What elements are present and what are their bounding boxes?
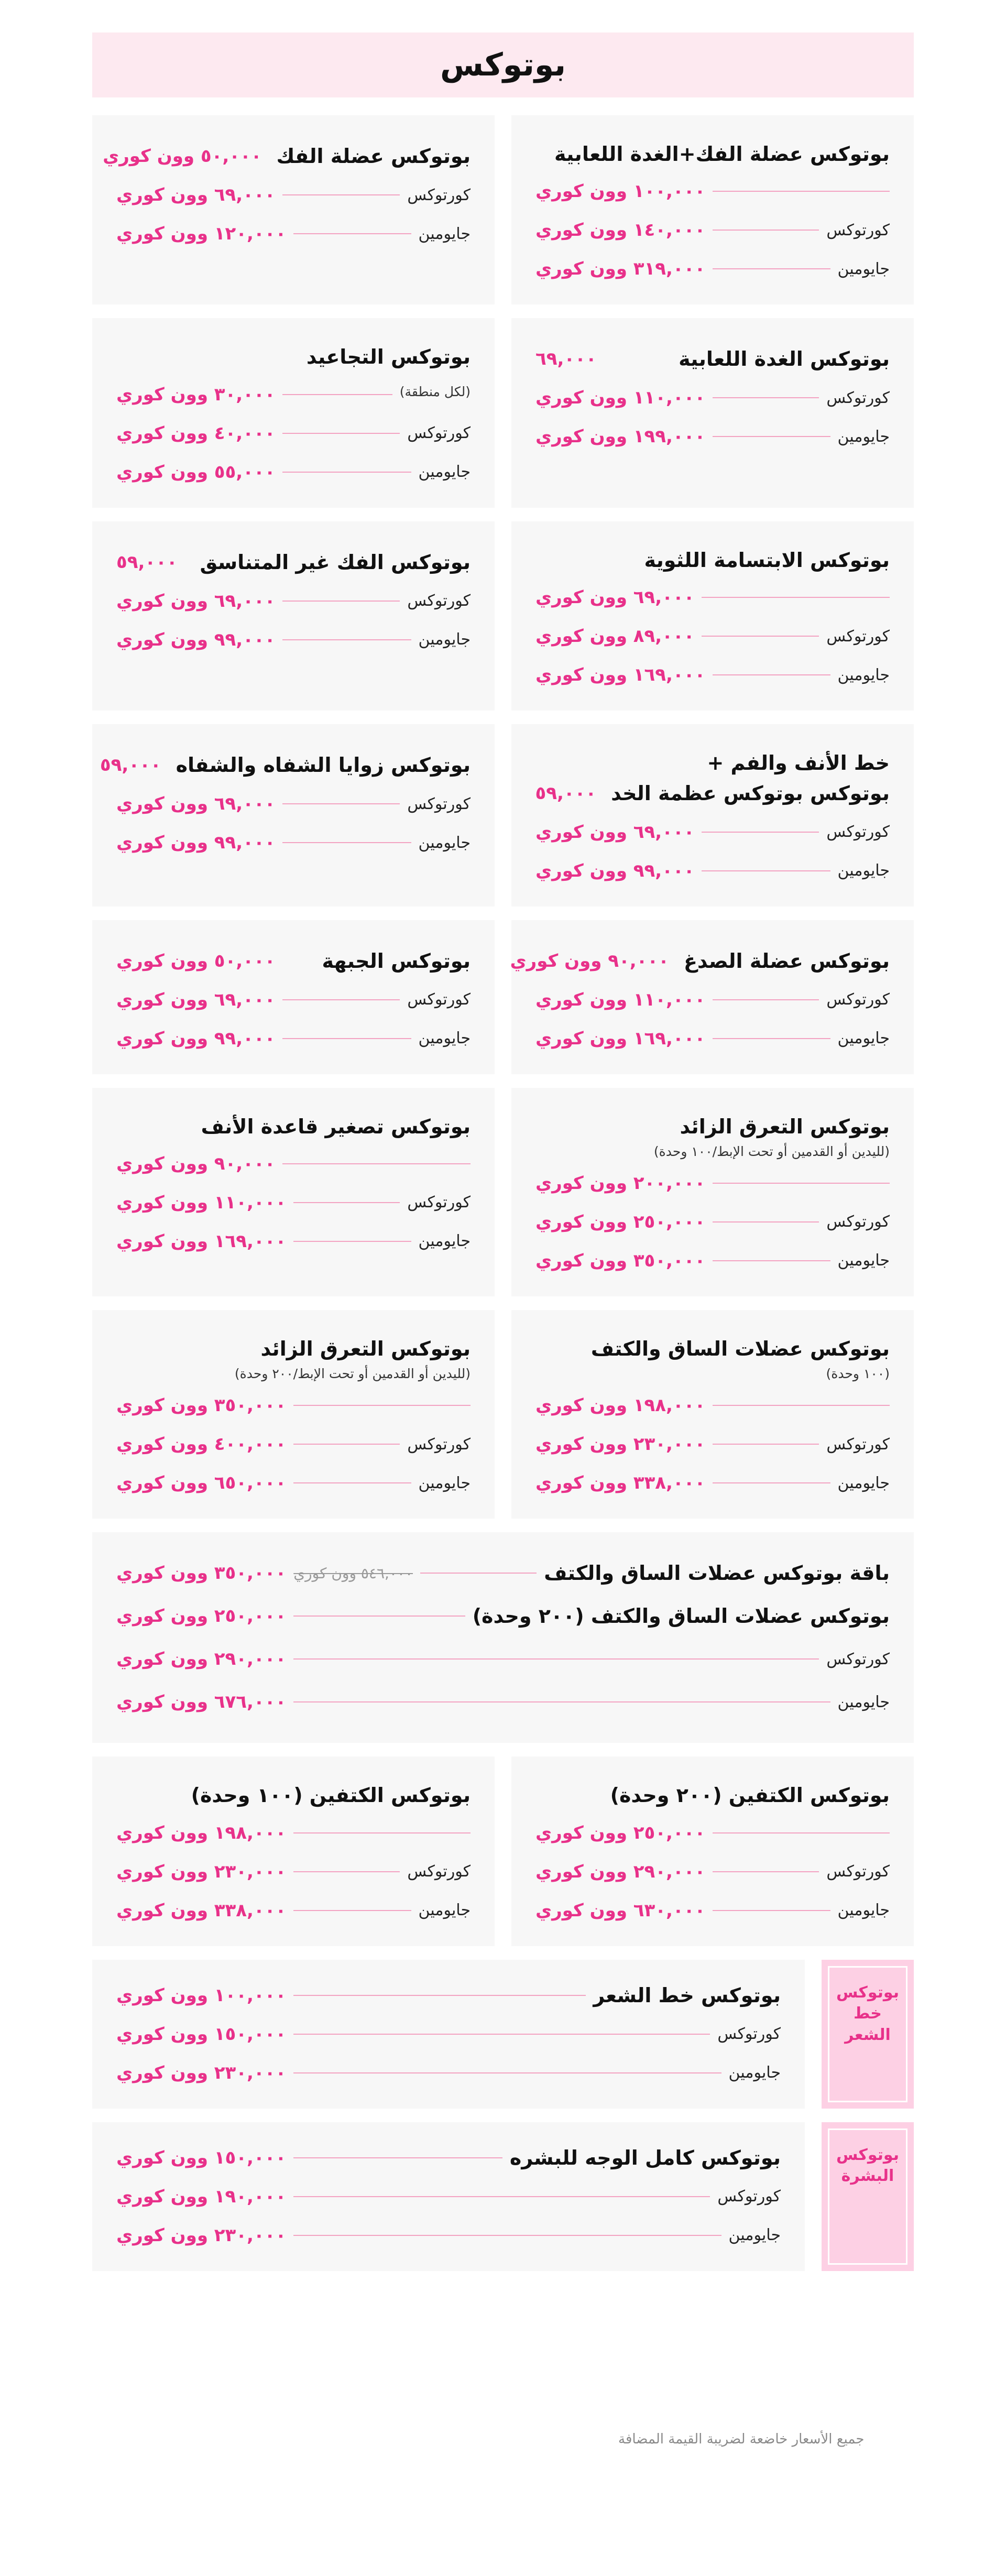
dotted-leader bbox=[713, 436, 830, 437]
koretox-price: ١١٠,٠٠٠ وون كوري bbox=[535, 989, 706, 1010]
main-price: ١٩٨,٠٠٠ وون كوري bbox=[535, 1395, 706, 1416]
jaymin-label: جايومين bbox=[837, 665, 890, 684]
koretox-price: ٦٩,٠٠٠ وون كوري bbox=[116, 793, 276, 815]
koretox-price: ٢٩٠,٠٠٠ وون كوري bbox=[535, 1861, 706, 1882]
hairline-tag bbox=[822, 1960, 914, 2109]
price-card bbox=[92, 1310, 495, 1519]
dotted-leader bbox=[293, 233, 411, 234]
jaymin-price: ٩٩,٠٠٠ وون كوري bbox=[116, 832, 276, 854]
jaymin-price: ٢٣٠,٠٠٠ وون كوري bbox=[116, 2062, 287, 2083]
main-price-line bbox=[535, 583, 890, 612]
card-title: بوتوكس تصغير قاعدة الأنف bbox=[201, 1115, 471, 1138]
price-card bbox=[511, 318, 914, 507]
dotted-leader bbox=[713, 230, 819, 231]
jaymin-line bbox=[535, 254, 890, 283]
main-price-line bbox=[116, 1818, 471, 1848]
jaymin-label: جايومين bbox=[418, 833, 471, 852]
main-price: ٦٩,٠٠٠ bbox=[535, 348, 597, 370]
dotted-leader bbox=[713, 1221, 819, 1222]
title-price-line bbox=[510, 946, 890, 976]
card-title: بوتوكس الفك غير المتناسق bbox=[200, 550, 471, 574]
dotted-leader bbox=[713, 397, 819, 398]
koretox-line bbox=[116, 586, 471, 616]
dotted-leader bbox=[282, 394, 392, 395]
dotted-leader bbox=[293, 1832, 471, 1833]
koretox-label: كورتوكس bbox=[407, 794, 471, 813]
main-price: ٥٩,٠٠٠ bbox=[116, 551, 178, 573]
package-line2 bbox=[116, 1601, 890, 1631]
jaymin-label: جايومين bbox=[418, 1029, 471, 1048]
koretox-label: كورتوكس bbox=[826, 823, 890, 842]
dotted-leader bbox=[282, 601, 400, 602]
main-price: ٢٠٠,٠٠٠ وون كوري bbox=[535, 1172, 706, 1194]
package-line2-price: ٢٥٠,٠٠٠ وون كوري bbox=[116, 1606, 287, 1627]
koretox-price: ٦٩,٠٠٠ وون كوري bbox=[116, 590, 276, 612]
koretox-price: ٨٩,٠٠٠ وون كوري bbox=[535, 626, 695, 647]
card-title: بوتوكس خط الشعر bbox=[593, 1983, 781, 2007]
main-price: ٥٩,٠٠٠ bbox=[100, 755, 161, 776]
koretox-line bbox=[116, 2020, 781, 2049]
dotted-leader bbox=[713, 1482, 830, 1483]
jaymin-price: ٩٩,٠٠٠ وون كوري bbox=[535, 860, 695, 881]
package-line2-title: بوتوكس عضلات الساق والكتف (٢٠٠ وحدة) bbox=[472, 1604, 890, 1628]
koretox-label: كورتوكس bbox=[407, 185, 471, 204]
koretox-line bbox=[116, 1429, 471, 1459]
dotted-leader bbox=[293, 1241, 411, 1242]
main-price: ١٠٠,٠٠٠ وون كوري bbox=[116, 1984, 287, 2006]
jaymin-price: ٣٣٨,٠٠٠ وون كوري bbox=[535, 1472, 706, 1494]
main-price: ٩٠,٠٠٠ وون كوري bbox=[116, 1153, 276, 1174]
dotted-leader bbox=[713, 999, 819, 1000]
dotted-leader bbox=[282, 639, 411, 640]
jaymin-line bbox=[116, 457, 471, 487]
old-price: ٥٤٦,٠٠٠ وون كوري bbox=[293, 1564, 413, 1582]
jaymin-line bbox=[535, 422, 890, 451]
price-card bbox=[92, 318, 495, 507]
dotted-leader bbox=[293, 2072, 721, 2073]
jaymin-price: ١٦٩,٠٠٠ وون كوري bbox=[535, 664, 706, 686]
card-title: بوتوكس عضلة الفك bbox=[276, 145, 471, 168]
price-card bbox=[92, 724, 495, 906]
card-subtitle: (لليدين أو القدمين أو تحت الإبط/١٠٠ وحدة) bbox=[653, 1143, 890, 1159]
title-price-line bbox=[116, 946, 471, 976]
jaymin-price: ١٦٩,٠٠٠ وون كوري bbox=[535, 1028, 706, 1049]
jaymin-line bbox=[535, 1896, 890, 1925]
dotted-leader bbox=[293, 2034, 710, 2035]
card-title-2: بوتوكس بوتوكس عظمة الخد bbox=[611, 781, 890, 805]
dotted-leader bbox=[713, 1444, 819, 1445]
dotted-leader bbox=[293, 1616, 465, 1617]
price-card bbox=[511, 521, 914, 711]
dotted-leader bbox=[282, 1163, 471, 1164]
jaymin-price: ٥٥,٠٠٠ وون كوري bbox=[116, 461, 276, 483]
koretox-line bbox=[116, 789, 471, 818]
package-price: ٣٥٠,٠٠٠ وون كوري bbox=[116, 1563, 287, 1584]
koretox-line bbox=[535, 1429, 890, 1459]
card-grid bbox=[92, 1310, 914, 1519]
price-card bbox=[92, 1088, 495, 1296]
jaymin-price: ٦٣٠,٠٠٠ وون كوري bbox=[535, 1900, 706, 1921]
dotted-leader bbox=[282, 194, 400, 195]
koretox-price: ٦٩,٠٠٠ وون كوري bbox=[116, 184, 276, 205]
koretox-label: كورتوكس bbox=[826, 1650, 890, 1668]
card-title: بوتوكس الغدة اللعابية bbox=[679, 347, 890, 371]
jaymin-line bbox=[116, 1468, 471, 1498]
card-grid bbox=[92, 724, 914, 906]
koretox-price: ٢٣٠,٠٠٠ وون كوري bbox=[535, 1434, 706, 1455]
price-card bbox=[511, 724, 914, 906]
jaymin-label: جايومين bbox=[728, 2064, 781, 2082]
skin-tag bbox=[822, 2122, 914, 2271]
koretox-price: ١٤٠,٠٠٠ وون كوري bbox=[535, 220, 706, 241]
dotted-leader bbox=[293, 1871, 400, 1872]
koretox-line bbox=[535, 383, 890, 412]
koretox-label: كورتوكس bbox=[826, 388, 890, 407]
jaymin-line bbox=[535, 1468, 890, 1498]
skin-card bbox=[92, 2122, 805, 2271]
jaymin-line bbox=[116, 219, 471, 248]
dotted-leader bbox=[713, 268, 830, 269]
jaymin-line bbox=[116, 1896, 471, 1925]
dotted-leader bbox=[293, 1444, 400, 1445]
price-list bbox=[92, 32, 914, 2271]
dotted-leader bbox=[293, 1701, 830, 1702]
main-price: ١٥٠,٠٠٠ وون كوري bbox=[116, 2147, 287, 2168]
package-card bbox=[92, 1532, 914, 1743]
jaymin-line bbox=[535, 1024, 890, 1053]
jaymin-label: جايومين bbox=[837, 1693, 890, 1711]
jaymin-line bbox=[116, 2058, 781, 2088]
card-grid bbox=[92, 1756, 914, 1946]
card-title: بوتوكس التعرق الزائد bbox=[260, 1337, 471, 1360]
koretox-line bbox=[535, 985, 890, 1014]
main-price-line bbox=[116, 1149, 471, 1178]
title-price-line bbox=[116, 548, 471, 577]
card-grid bbox=[92, 115, 914, 304]
koretox-price: ١١٠,٠٠٠ وون كوري bbox=[535, 387, 706, 409]
card-title: بوتوكس عضلة الفك+الغدة اللعابية bbox=[554, 143, 890, 166]
koretox-price: ٤٠,٠٠٠ وون كوري bbox=[116, 422, 276, 444]
jaymin-label: جايومين bbox=[418, 1901, 471, 1920]
koretox-label: كورتوكس bbox=[826, 221, 890, 239]
jaymin-line bbox=[535, 660, 890, 690]
card-title: بوتوكس الابتسامة اللثوية bbox=[644, 548, 890, 572]
koretox-label: كورتوكس bbox=[407, 1435, 471, 1454]
dotted-leader bbox=[293, 1482, 411, 1483]
card-title: بوتوكس كامل الوجه للبشره bbox=[509, 2146, 781, 2169]
jaymin-price: ١٩٩,٠٠٠ وون كوري bbox=[535, 426, 706, 447]
koretox-label: كورتوكس bbox=[407, 990, 471, 1009]
koretox-line bbox=[116, 1644, 890, 1674]
koretox-label: كورتوكس bbox=[407, 592, 471, 610]
skin-tag-label: بوتوكس البشرة bbox=[828, 2129, 907, 2265]
koretox-line bbox=[535, 1857, 890, 1886]
main-price-line bbox=[535, 1391, 890, 1420]
koretox-price: ٦٩,٠٠٠ وون كوري bbox=[116, 989, 276, 1010]
jaymin-price: ٣٥٠,٠٠٠ وون كوري bbox=[535, 1250, 706, 1271]
koretox-price: ٦٩,٠٠٠ وون كوري bbox=[535, 821, 695, 843]
jaymin-line bbox=[535, 1246, 890, 1275]
jaymin-price: ٣٣٨,٠٠٠ وون كوري bbox=[116, 1900, 287, 1921]
main-price-line bbox=[116, 1391, 471, 1420]
main-price: ٥٠,٠٠٠ وون كوري bbox=[103, 146, 262, 167]
main-price-line bbox=[116, 380, 471, 409]
card-grid bbox=[92, 318, 914, 507]
koretox-price: ٢٩٠,٠٠٠ وون كوري bbox=[116, 1649, 287, 1670]
price-card bbox=[511, 1310, 914, 1519]
main-price: ٥٠,٠٠٠ وون كوري bbox=[116, 950, 276, 972]
dotted-leader bbox=[713, 191, 890, 192]
dotted-leader bbox=[702, 832, 819, 833]
jaymin-label: جايومين bbox=[837, 1901, 890, 1920]
dotted-leader bbox=[282, 842, 411, 843]
koretox-label: كورتوكس bbox=[826, 1862, 890, 1881]
hairline-card bbox=[92, 1960, 805, 2109]
jaymin-price: ٩٩,٠٠٠ وون كوري bbox=[116, 629, 276, 650]
price-card bbox=[511, 115, 914, 304]
price-card bbox=[92, 920, 495, 1074]
vat-footnote: جميع الأسعار خاضعة لضريبة القيمة المضافة bbox=[618, 2431, 865, 2447]
dotted-leader bbox=[702, 870, 830, 871]
title-price-line bbox=[116, 2143, 781, 2173]
jaymin-line bbox=[116, 2221, 781, 2250]
price-card bbox=[92, 521, 495, 711]
jaymin-label: جايومين bbox=[837, 1251, 890, 1270]
koretox-line bbox=[116, 985, 471, 1014]
jaymin-label: جايومين bbox=[418, 1232, 471, 1251]
jaymin-label: جايومين bbox=[837, 1029, 890, 1048]
dotted-leader bbox=[293, 1405, 471, 1406]
jaymin-label: جايومين bbox=[728, 2226, 781, 2245]
main-price: ٦٩,٠٠٠ وون كوري bbox=[535, 587, 695, 608]
koretox-line bbox=[116, 419, 471, 448]
dotted-leader bbox=[282, 472, 411, 473]
dotted-leader bbox=[713, 1910, 830, 1911]
card-title: بوتوكس الجبهة bbox=[322, 949, 471, 973]
dotted-leader bbox=[293, 1202, 400, 1203]
jaymin-line bbox=[116, 1024, 471, 1053]
koretox-line bbox=[116, 180, 471, 210]
koretox-label: كورتوكس bbox=[826, 990, 890, 1009]
title-price-line bbox=[535, 344, 890, 374]
dotted-leader bbox=[713, 1183, 890, 1184]
jaymin-line bbox=[116, 625, 471, 654]
dotted-leader bbox=[713, 1038, 830, 1039]
jaymin-price: ٣١٩,٠٠٠ وون كوري bbox=[535, 258, 706, 280]
jaymin-price: ٦٧٦,٠٠٠ وون كوري bbox=[116, 1691, 287, 1713]
hairline-tag-label: بوتوكس خط الشعر bbox=[828, 1966, 907, 2102]
dotted-leader bbox=[713, 1871, 819, 1872]
page-title: بوتوكس bbox=[92, 32, 914, 97]
koretox-price: ٢٥٠,٠٠٠ وون كوري bbox=[535, 1211, 706, 1232]
dotted-leader bbox=[713, 1405, 890, 1406]
koretox-line bbox=[116, 1188, 471, 1217]
dotted-leader bbox=[293, 1995, 586, 1996]
koretox-price: ١١٠,٠٠٠ وون كوري bbox=[116, 1192, 287, 1213]
koretox-label: كورتوكس bbox=[826, 627, 890, 646]
card-title: بوتوكس التعرق الزائد bbox=[680, 1115, 890, 1138]
main-price: ٣٥٠,٠٠٠ وون كوري bbox=[116, 1395, 287, 1416]
title-price-line bbox=[535, 779, 890, 808]
jaymin-label: جايومين bbox=[418, 224, 471, 243]
main-price: ٢٥٠,٠٠٠ وون كوري bbox=[535, 1822, 706, 1843]
card-subtitle: (لكل منطقة) bbox=[399, 384, 471, 400]
jaymin-label: جايومين bbox=[418, 463, 471, 482]
jaymin-price: ١٢٠,٠٠٠ وون كوري bbox=[116, 223, 287, 244]
jaymin-line bbox=[535, 856, 890, 886]
dotted-leader bbox=[713, 674, 830, 675]
dotted-leader bbox=[713, 1832, 890, 1833]
card-title: بوتوكس عضلات الساق والكتف bbox=[591, 1337, 890, 1360]
card-title: بوتوكس الكتفين (٢٠٠ وحدة) bbox=[610, 1784, 890, 1807]
jaymin-price: ٩٩,٠٠٠ وون كوري bbox=[116, 1028, 276, 1049]
main-price: ١٩٨,٠٠٠ وون كوري bbox=[116, 1822, 287, 1843]
dotted-leader bbox=[420, 1573, 537, 1574]
koretox-label: كورتوكس bbox=[826, 1213, 890, 1231]
dotted-leader bbox=[293, 2196, 710, 2197]
card-title: بوتوكس عضلة الصدغ bbox=[683, 949, 890, 973]
card-title: بوتوكس التجاعيد bbox=[306, 345, 471, 369]
main-price-line bbox=[535, 177, 890, 206]
koretox-line bbox=[116, 1857, 471, 1886]
main-price: ١٠٠,٠٠٠ وون كوري bbox=[535, 181, 706, 202]
card-title: بوتوكس الكتفين (١٠٠ وحدة) bbox=[191, 1784, 471, 1807]
dotted-leader bbox=[713, 1260, 830, 1261]
jaymin-label: جايومين bbox=[418, 630, 471, 649]
koretox-label: كورتوكس bbox=[407, 1862, 471, 1881]
jaymin-price: ٢٣٠,٠٠٠ وون كوري bbox=[116, 2224, 287, 2246]
main-price-line bbox=[535, 1818, 890, 1848]
card-grid bbox=[92, 521, 914, 711]
dotted-leader bbox=[293, 2235, 721, 2236]
koretox-price: ٤٠٠,٠٠٠ وون كوري bbox=[116, 1434, 287, 1455]
main-price-line bbox=[535, 1169, 890, 1198]
jaymin-line bbox=[116, 1227, 471, 1256]
koretox-price: ٢٣٠,٠٠٠ وون كوري bbox=[116, 1861, 287, 1882]
card-subtitle: (لليدين أو القدمين أو تحت الإبط/٢٠٠ وحدة) bbox=[234, 1366, 471, 1382]
jaymin-line bbox=[116, 1687, 890, 1717]
skin-section bbox=[92, 2122, 914, 2271]
jaymin-price: ١٦٩,٠٠٠ وون كوري bbox=[116, 1230, 287, 1252]
koretox-label: كورتوكس bbox=[407, 424, 471, 443]
jaymin-label: جايومين bbox=[837, 1473, 890, 1492]
dotted-leader bbox=[282, 433, 400, 434]
jaymin-price: ٦٥٠,٠٠٠ وون كوري bbox=[116, 1472, 287, 1494]
card-title: بوتوكس زوايا الشفاه والشفاه bbox=[176, 754, 471, 777]
jaymin-label: جايومين bbox=[837, 259, 890, 278]
koretox-line bbox=[535, 817, 890, 847]
koretox-price: ١٥٠,٠٠٠ وون كوري bbox=[116, 2023, 287, 2045]
koretox-label: كورتوكس bbox=[717, 2025, 781, 2044]
jaymin-line bbox=[116, 828, 471, 857]
card-title: خط الأنف والفم + bbox=[707, 751, 890, 775]
koretox-label: كورتوكس bbox=[717, 2187, 781, 2206]
price-card bbox=[511, 920, 914, 1074]
jaymin-label: جايومين bbox=[837, 427, 890, 446]
dotted-leader bbox=[282, 999, 400, 1000]
main-price: ٩٠,٠٠٠ وون كوري bbox=[510, 950, 669, 972]
dotted-leader bbox=[282, 1038, 411, 1039]
koretox-line bbox=[535, 1207, 890, 1237]
dotted-leader bbox=[702, 597, 890, 598]
jaymin-label: جايومين bbox=[418, 1473, 471, 1492]
price-card bbox=[92, 1756, 495, 1946]
package-title: باقة بوتوكس عضلات الساق والكتف bbox=[544, 1562, 890, 1585]
koretox-label: كورتوكس bbox=[826, 1435, 890, 1454]
koretox-price: ١٩٠,٠٠٠ وون كوري bbox=[116, 2186, 287, 2207]
main-price: ٥٩,٠٠٠ bbox=[535, 782, 597, 804]
main-price: ٣٠,٠٠٠ وون كوري bbox=[116, 384, 276, 405]
title-price-line bbox=[100, 750, 471, 780]
title-price-line bbox=[116, 1981, 781, 2010]
jaymin-label: جايومين bbox=[837, 861, 890, 880]
dotted-leader bbox=[702, 636, 819, 637]
koretox-line bbox=[116, 2182, 781, 2211]
hairline-section bbox=[92, 1960, 914, 2109]
package-title-line bbox=[116, 1558, 890, 1588]
dotted-leader bbox=[282, 803, 400, 804]
card-grid bbox=[92, 1088, 914, 1296]
card-grid bbox=[92, 920, 914, 1074]
koretox-line bbox=[535, 215, 890, 245]
dotted-leader bbox=[293, 2157, 502, 2158]
card-subtitle: (١٠٠ وحدة) bbox=[826, 1366, 890, 1382]
title-price-line bbox=[103, 141, 471, 171]
koretox-label: كورتوكس bbox=[407, 1193, 471, 1212]
price-card bbox=[92, 115, 495, 304]
dotted-leader bbox=[293, 1910, 411, 1911]
dotted-leader bbox=[293, 1658, 819, 1660]
koretox-line bbox=[535, 621, 890, 651]
price-card bbox=[511, 1088, 914, 1296]
price-card bbox=[511, 1756, 914, 1946]
